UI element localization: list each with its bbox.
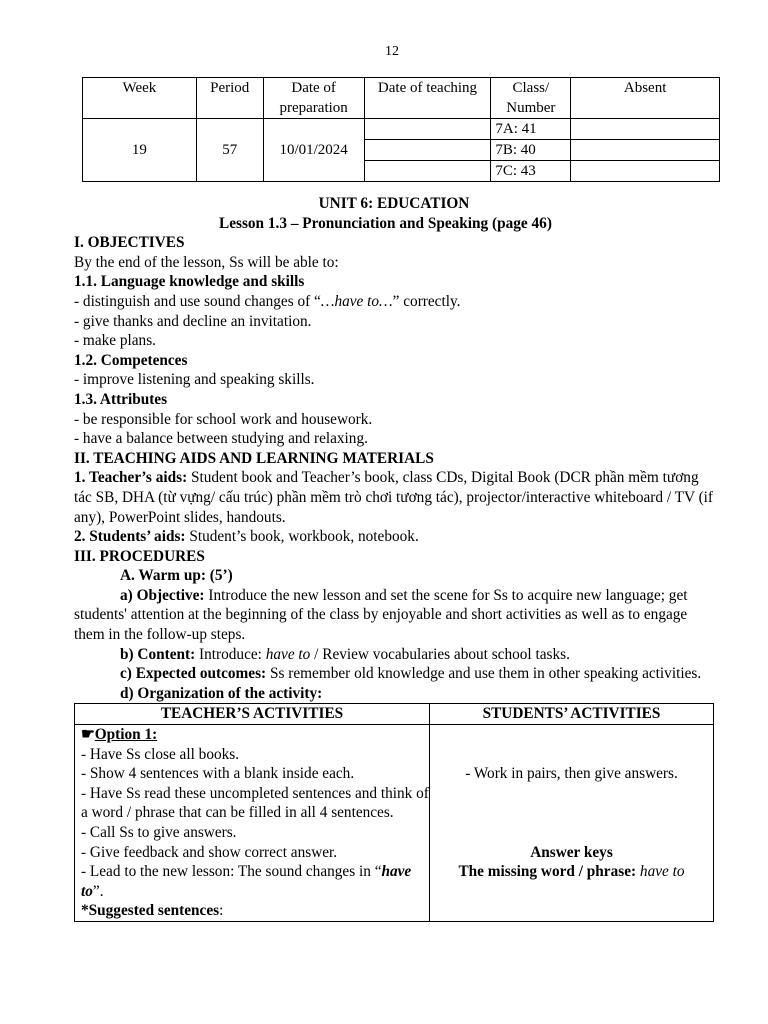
period-value: 57: [196, 119, 263, 182]
teacher-step: - Have Ss close all books.: [81, 745, 240, 763]
header-week: Week: [83, 78, 197, 119]
attribute-item: - be responsible for school work and housework.: [74, 410, 373, 428]
option-1-label: ☛Option 1:: [81, 726, 158, 744]
objectives-heading: I. OBJECTIVES: [74, 234, 185, 252]
teacher-activities-header: TEACHER’S ACTIVITIES: [75, 704, 430, 725]
pointing-hand-icon: ☛: [81, 726, 95, 744]
header-class-number: Class/ Number: [491, 78, 571, 119]
absent-cell: [571, 119, 720, 140]
header-date-teaching: Date of teaching: [364, 78, 491, 119]
student-aids: 2. Students’ aids: Student’s book, workbook, notebook.: [74, 528, 419, 546]
unit-title: UNIT 6: EDUCATION: [318, 195, 470, 212]
header-period: Period: [196, 78, 263, 119]
answer-keys-label: Answer keys: [530, 843, 613, 861]
attribute-item: - have a balance between studying and relaxing.: [74, 430, 368, 448]
student-activities-cell: [430, 725, 714, 922]
suggested-sentences-label: *Suggested sentences:: [81, 902, 224, 920]
preparation-date-value: 10/01/2024: [263, 119, 364, 182]
teacher-step: - Call Ss to give answers.: [81, 824, 237, 841]
class-7a: 7A: 41: [491, 119, 571, 140]
lesson-title: Lesson 1.3 – Pronunciation and Speaking (page 46): [219, 214, 552, 232]
info-header-row: [83, 78, 720, 119]
header-date-preparation: Date of preparation: [263, 78, 364, 119]
teaching-date-cell: [364, 140, 491, 161]
competence-item: - improve listening and speaking skills.: [74, 371, 315, 389]
organization-heading: d) Organization of the activity:: [120, 684, 323, 702]
student-step: - Work in pairs, then give answers.: [465, 765, 678, 783]
warm-up-heading: A. Warm up: (5’): [120, 567, 233, 585]
teaching-date-cell: [364, 161, 491, 182]
heading-1-2: 1.2. Competences: [74, 351, 188, 369]
class-7c: 7C: 43: [491, 161, 571, 182]
class-7b: 7B: 40: [491, 140, 571, 161]
objective-item: - distinguish and use sound changes of “…have to…” correctly.: [74, 292, 461, 310]
teacher-aids: 1. Teacher’s aids: Student book and Teacher’s book, class CDs, Digital Book (DCR phần mềm tương tác SB, DHA (từ vựng/ cấu trúc) phần mềm trò chơi tương tác), projector/interactive whiteboard / TV (if any), PowerPoint slides, handouts.: [74, 469, 714, 526]
header-absent: Absent: [571, 78, 720, 119]
objective-item: - make plans.: [74, 332, 156, 350]
outcome-paragraph: c) Expected outcomes: Ss remember old knowledge and use them in other speaking activities.: [120, 665, 702, 683]
teacher-step: - Have Ss read these uncompleted sentences and think of a word / phrase that can be filled in all 4 sentences.: [81, 784, 429, 822]
missing-phrase-answer: The missing word / phrase: have to: [458, 863, 685, 881]
activities-header-row: [75, 704, 714, 725]
procedures-heading: III. PROCEDURES: [74, 547, 205, 565]
page-number: 12: [385, 44, 399, 59]
teacher-activities-cell: [75, 725, 430, 922]
student-activities-header: STUDENTS’ ACTIVITIES: [430, 704, 714, 725]
activities-row: [75, 725, 714, 922]
week-value: 19: [83, 119, 197, 182]
lesson-content: [74, 194, 714, 922]
info-row: [83, 119, 720, 140]
teacher-step: - Show 4 sentences with a blank inside each.: [81, 765, 355, 783]
lesson-info-table: [82, 77, 720, 182]
objective-paragraph: a) Objective: Introduce the new lesson and set the scene for Ss to acquire new language; get students' attention at the beginning of the class by enjoyable and short activities as well as to engage them in the follow-up steps.: [74, 586, 688, 644]
content-paragraph: b) Content: Introduce: have to / Review vocabularies about school tasks.: [120, 645, 570, 663]
absent-cell: [571, 140, 720, 161]
objective-item: - give thanks and decline an invitation.: [74, 312, 312, 330]
heading-1-1: 1.1. Language knowledge and skills: [74, 273, 305, 291]
teacher-step: - Lead to the new lesson: The sound changes in “have to”.: [81, 863, 412, 900]
objectives-intro: By the end of the lesson, Ss will be able to:: [74, 253, 339, 271]
teaching-date-cell: [364, 119, 491, 140]
absent-cell: [571, 161, 720, 182]
heading-1-3: 1.3. Attributes: [74, 390, 168, 408]
aids-heading: II. TEACHING AIDS AND LEARNING MATERIALS: [74, 449, 434, 467]
teacher-step: - Give feedback and show correct answer.: [81, 843, 338, 861]
activities-table: [74, 703, 714, 922]
